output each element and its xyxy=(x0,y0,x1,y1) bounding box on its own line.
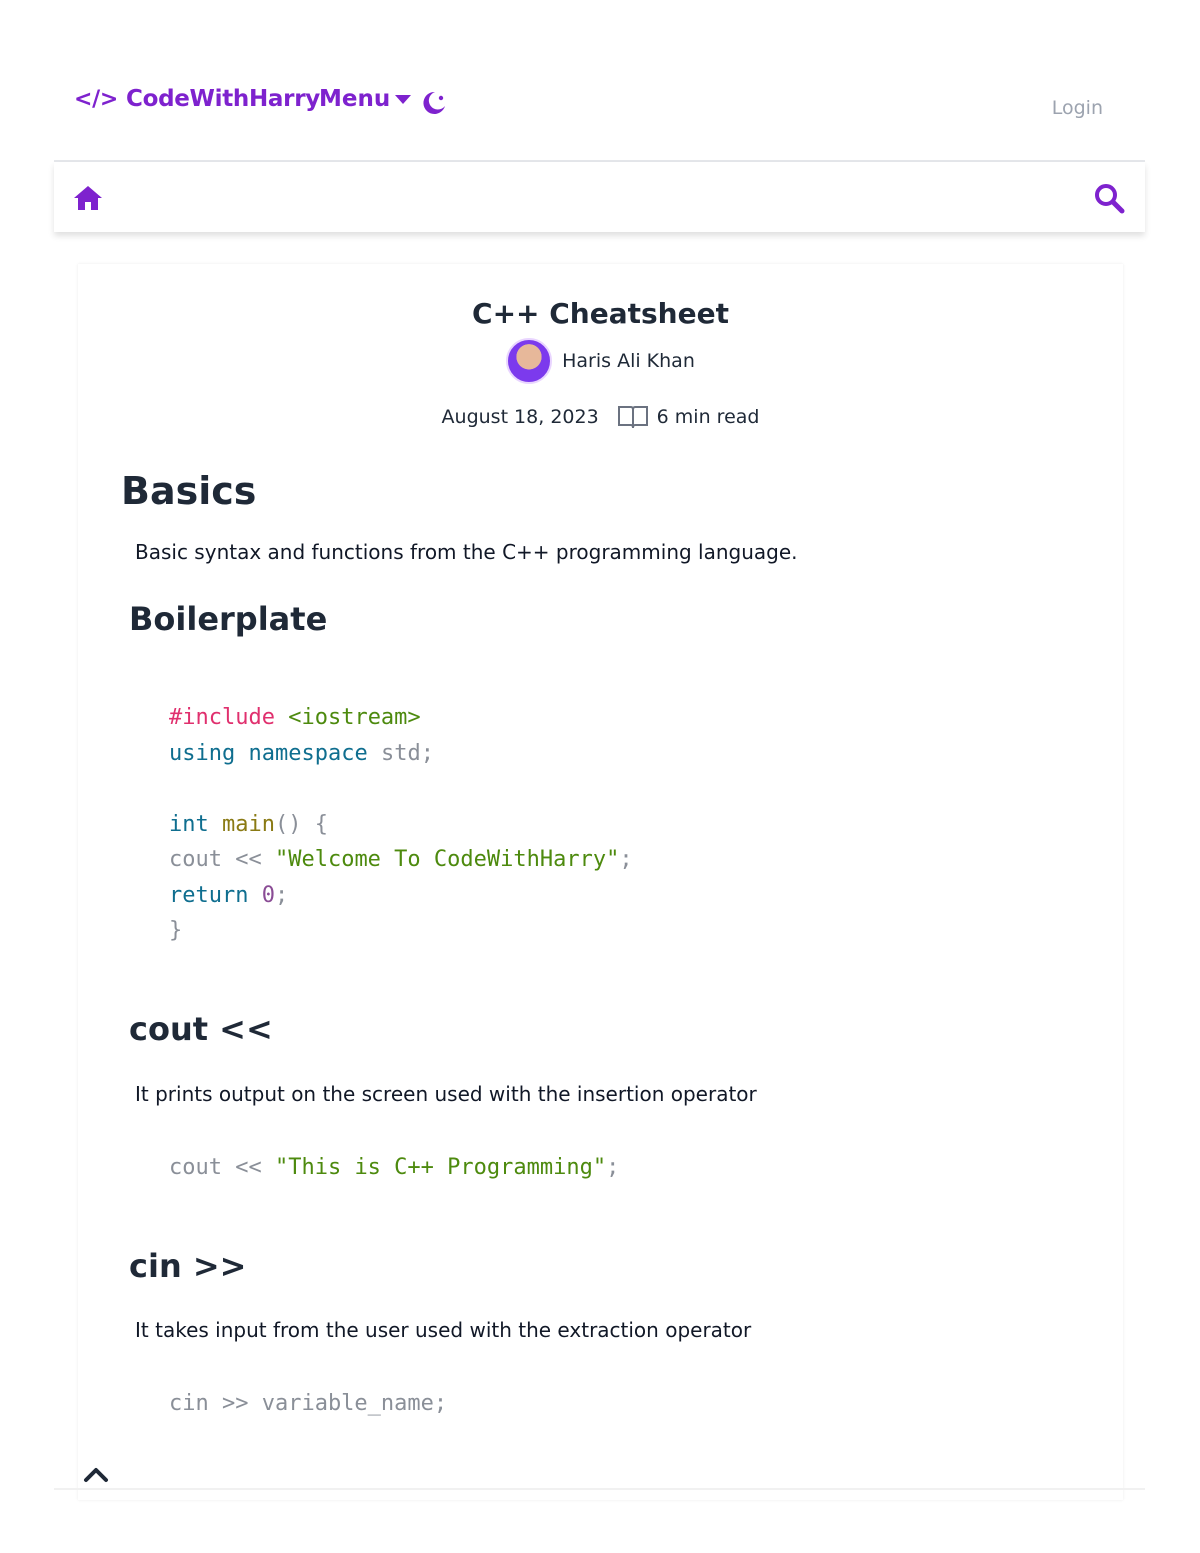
footer-divider xyxy=(54,1488,1145,1490)
heading-cin: cin >> xyxy=(129,1247,247,1285)
basics-description: Basic syntax and functions from the C++ programming language. xyxy=(135,540,798,564)
code-token: ; xyxy=(274,882,289,908)
code-token: ; xyxy=(606,1155,620,1180)
code-token: return xyxy=(169,882,249,908)
author-name: Haris Ali Khan xyxy=(562,350,695,372)
menu-dropdown[interactable] xyxy=(319,86,412,112)
code-token: #include xyxy=(169,705,275,730)
code-token: } xyxy=(169,918,183,943)
brand-link[interactable] xyxy=(74,86,320,112)
avatar xyxy=(506,338,552,384)
code-token: main xyxy=(222,811,275,837)
heading-basics: Basics xyxy=(121,469,257,513)
heading-boilerplate: Boilerplate xyxy=(129,600,328,638)
secondary-nav xyxy=(54,162,1145,232)
publish-date: August 18, 2023 xyxy=(441,406,599,428)
login-link[interactable]: Login xyxy=(1051,97,1103,119)
book-icon xyxy=(617,404,649,430)
read-time-label: 6 min read xyxy=(656,406,760,428)
top-header xyxy=(54,60,1145,162)
caret-down-icon xyxy=(394,93,412,105)
article-title: C++ Cheatsheet xyxy=(472,297,729,330)
code-token: namespace xyxy=(248,740,368,766)
cout-description: It prints output on the screen used with the insertion operator xyxy=(135,1082,757,1106)
read-time xyxy=(617,404,760,430)
home-icon[interactable] xyxy=(72,182,104,214)
code-token: int xyxy=(169,811,209,837)
search-icon[interactable] xyxy=(1093,182,1125,214)
code-token: std; xyxy=(380,740,434,766)
heading-cout: cout << xyxy=(129,1010,273,1048)
code-token: cin >> variable_name; xyxy=(169,1391,448,1416)
code-block-boilerplate xyxy=(169,700,633,949)
code-token: using xyxy=(169,740,236,766)
code-token: "Welcome To CodeWithHarry" xyxy=(274,847,620,872)
code-token: ; xyxy=(619,847,633,872)
code-token: 0 xyxy=(261,882,275,908)
menu-label: Menu xyxy=(319,86,391,112)
code-token: cout << xyxy=(169,1155,262,1180)
chevron-up-icon[interactable] xyxy=(82,1462,110,1486)
code-token: "This is C++ Programming" xyxy=(274,1155,607,1180)
code-token: () { xyxy=(274,811,328,837)
code-block-cout xyxy=(169,1150,619,1186)
code-icon: </> xyxy=(74,86,119,112)
code-token: <iostream> xyxy=(288,705,421,730)
article-meta xyxy=(78,404,1123,430)
code-block-cin xyxy=(169,1386,447,1422)
brand-name: CodeWithHarry xyxy=(126,86,320,112)
moon-icon[interactable] xyxy=(420,89,448,117)
author-row[interactable] xyxy=(78,338,1123,384)
code-token: cout << xyxy=(169,847,262,872)
article-card xyxy=(78,264,1123,1500)
cin-description: It takes input from the user used with the extraction operator xyxy=(135,1318,752,1342)
